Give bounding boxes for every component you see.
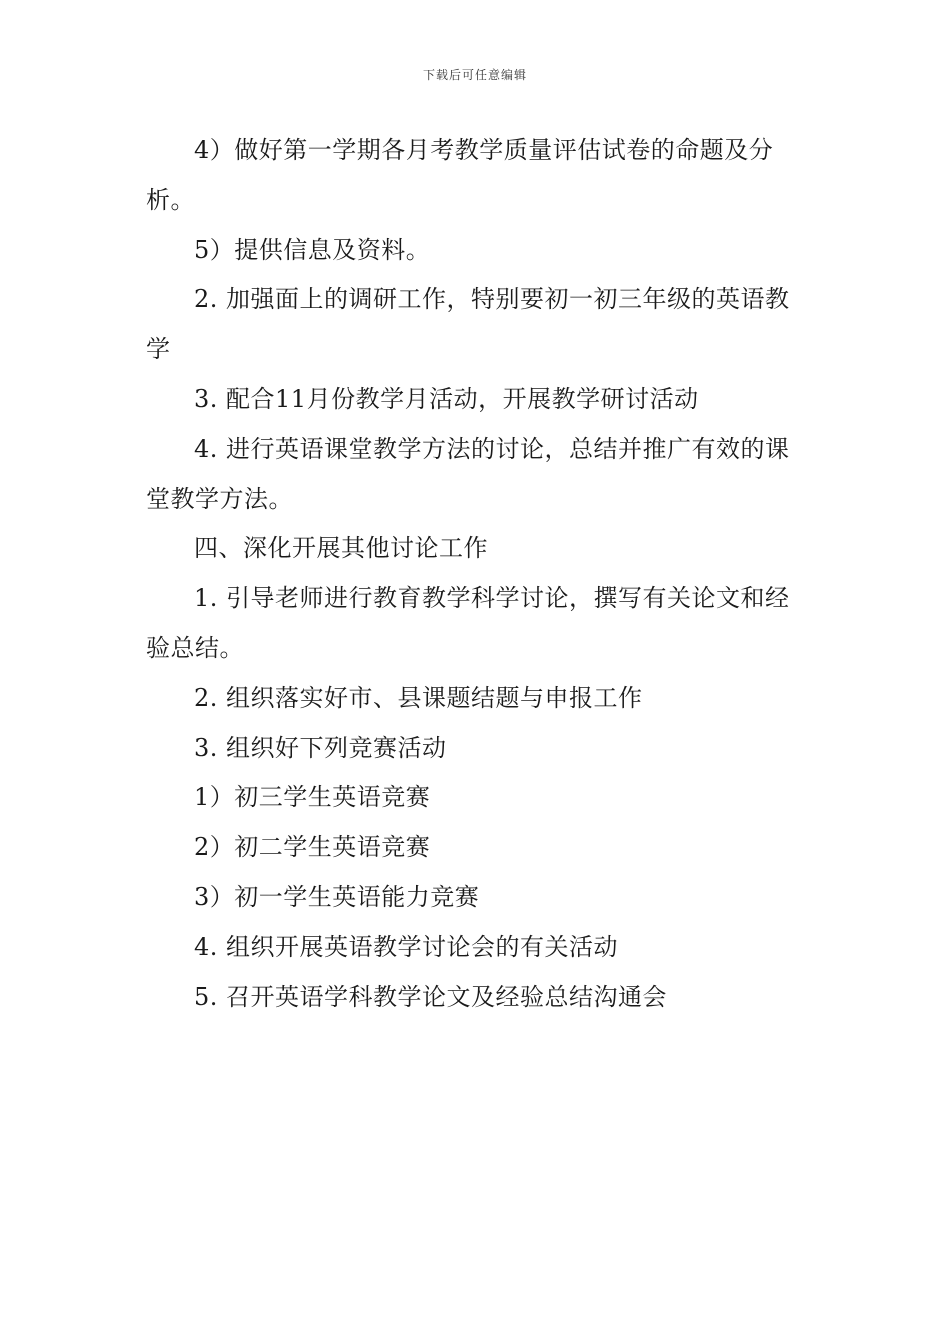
paragraph: 4. 进行英语课堂教学方法的讨论，总结并推广有效的课堂教学方法。 — [146, 434, 790, 513]
paragraph: 2. 加强面上的调研工作，特别要初一初三年级的英语教学 — [146, 285, 790, 364]
paragraph: 1. 引导老师进行教育教学科学讨论，撰写有关论文和经验总结。 — [146, 584, 790, 662]
section-heading: 四、深化开展其他讨论工作 — [194, 534, 488, 563]
paragraph: 3）初一学生英语能力竞赛 — [194, 882, 480, 911]
paragraph: 5）提供信息及资料。 — [194, 235, 431, 264]
paragraph: 4. 组织开展英语教学讨论会的有关活动 — [194, 932, 619, 961]
paragraph: 4）做好第一学期各月考教学质量评估试卷的命题及分析。 — [146, 136, 774, 214]
paragraph: 3. 组织好下列竞赛活动 — [194, 733, 447, 762]
document-body — [146, 126, 810, 1022]
page-header: 下载后可任意编辑 — [422, 68, 527, 82]
paragraph: 1）初三学生英语竞赛 — [194, 783, 431, 812]
paragraph: 2. 组织落实好市、县课题结题与申报工作 — [194, 683, 643, 712]
paragraph: 2）初二学生英语竞赛 — [194, 833, 431, 862]
paragraph: 5. 召开英语学科教学论文及经验总结沟通会 — [194, 982, 668, 1011]
paragraph: 3. 配合11月份教学月活动，开展教学研讨活动 — [194, 384, 699, 413]
